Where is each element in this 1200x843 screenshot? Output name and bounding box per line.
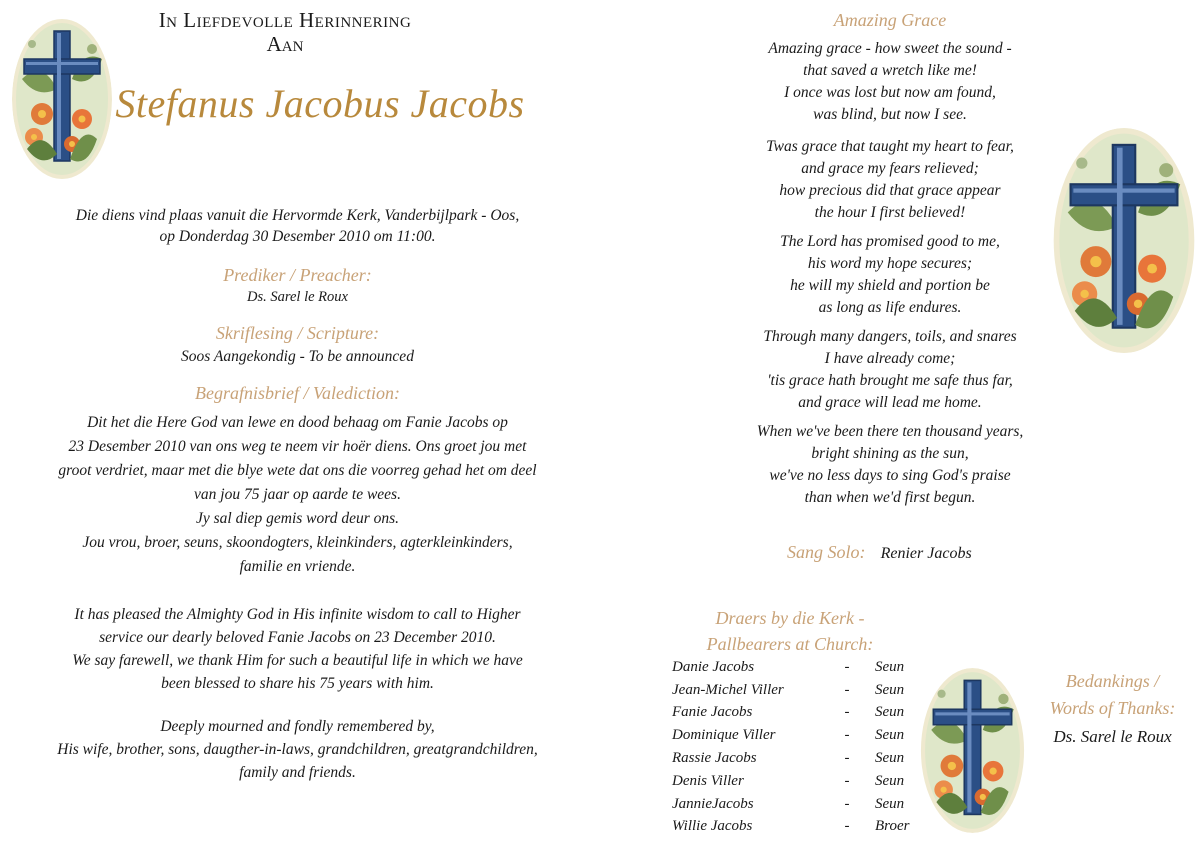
pallbearer-row xyxy=(672,793,909,816)
valediction-english xyxy=(20,603,575,695)
pallbearer-relation: Seun xyxy=(875,750,905,767)
scripture-value: Soos Aangekondig - To be announced xyxy=(181,348,414,365)
pallbearer-dash: - xyxy=(844,727,850,744)
valediction-afrikaans xyxy=(20,411,575,579)
pallbearer-row xyxy=(672,702,909,725)
hymn-line: 'tis grace hath brought me safe thus far, xyxy=(767,372,1013,389)
hymn-line: we've no less days to sing God's praise xyxy=(769,467,1011,484)
pallbearer-row xyxy=(672,770,909,793)
hymn-line: and grace will lead me home. xyxy=(798,394,982,411)
pallbearer-relation: Seun xyxy=(875,658,905,675)
pallbearers-table xyxy=(672,656,909,838)
memorial-heading: In Liefdevolle Herinnering xyxy=(158,8,412,32)
hymn-line: how precious did that grace appear xyxy=(779,182,1001,199)
hymn-line: When we've been there ten thousand years, xyxy=(756,423,1024,440)
thanks-heading-line: Words of Thanks: xyxy=(1049,698,1176,718)
pallbearer-row xyxy=(672,816,909,839)
pallbearers-heading-line: Draers by die Kerk - xyxy=(715,608,865,628)
pallbearer-row xyxy=(672,656,909,679)
valediction-line: 23 Desember 2010 van ons weg te neem vir hoër diens. Ons groet jou met xyxy=(68,438,527,455)
valediction-closing xyxy=(20,715,575,784)
pallbearer-dash: - xyxy=(844,750,850,767)
hymn-line: than when we'd first begun. xyxy=(804,489,976,506)
cross-flowers-icon xyxy=(915,668,1030,833)
hymn-line: I have already come; xyxy=(824,350,956,367)
scripture-heading: Skriflesing / Scripture: xyxy=(215,323,380,343)
hymn-line: was blind, but now I see. xyxy=(813,106,967,123)
cross-flowers-icon xyxy=(1050,128,1198,353)
pallbearer-name: Danie Jacobs xyxy=(672,658,755,675)
pallbearer-dash: - xyxy=(844,681,850,698)
pallbearer-dash: - xyxy=(844,772,850,789)
hymn-title: Amazing Grace xyxy=(833,10,947,30)
hymn-line: that saved a wretch like me! xyxy=(803,62,977,79)
pallbearer-name: Rassie Jacobs xyxy=(672,750,757,767)
pallbearer-dash: - xyxy=(844,704,850,721)
thanks-heading xyxy=(1030,668,1195,722)
hymn-stanza xyxy=(700,326,1080,414)
preacher-name: Ds. Sarel le Roux xyxy=(247,289,348,305)
pallbearer-dash: - xyxy=(844,658,850,675)
pallbearer-dash: - xyxy=(844,795,850,812)
valediction-line: Jou vrou, broer, seuns, skoondogters, kleinkinders, agterkleinkinders, xyxy=(82,534,513,551)
hymn-line: Amazing grace - how sweet the sound - xyxy=(768,40,1012,57)
hymn-line: as long as life endures. xyxy=(818,299,962,316)
hymn-stanza xyxy=(700,38,1080,126)
solo-name: Renier Jacobs xyxy=(880,545,972,562)
solo-line xyxy=(787,542,1047,563)
deceased-name: Stefanus Jacobus Jacobs xyxy=(115,81,525,126)
valediction-line: van jou 75 jaar op aarde te wees. xyxy=(194,486,401,503)
service-line: op Donderdag 30 Desember 2010 om 11:00. xyxy=(159,228,436,245)
hymn-line: Twas grace that taught my heart to fear, xyxy=(766,138,1014,155)
pallbearer-name: Fanie Jacobs xyxy=(672,704,753,721)
thanks-name: Ds. Sarel le Roux xyxy=(1053,727,1172,746)
solo-label: Sang Solo: xyxy=(787,542,866,562)
valediction-line: Dit het die Here God van lewe en dood behaag om Fanie Jacobs op xyxy=(87,414,508,431)
valediction-line: His wife, brother, sons, daugther-in-laws, grandchildren, greatgrandchildren, xyxy=(57,741,538,758)
pallbearers-heading xyxy=(690,605,890,657)
pallbearer-relation: Seun xyxy=(875,727,905,744)
pallbearer-name: JannieJacobs xyxy=(672,795,754,812)
pallbearer-relation: Broer xyxy=(875,818,910,835)
cross-flowers-icon xyxy=(12,18,112,180)
valediction-line: Jy sal diep gemis word deur ons. xyxy=(195,510,400,527)
pallbearer-name: Willie Jacobs xyxy=(672,818,753,835)
hymn-line: the hour I first believed! xyxy=(814,204,966,221)
valediction-line: groot verdriet, maar met die blye wete dat ons die voorreg gehad het om deel xyxy=(58,462,537,479)
valediction-heading: Begrafnisbrief / Valediction: xyxy=(195,383,400,403)
hymn-line: he will my shield and portion be xyxy=(790,277,990,294)
pallbearer-dash: - xyxy=(844,818,850,835)
pallbearer-name: Dominique Viller xyxy=(672,727,776,744)
pallbearer-relation: Seun xyxy=(875,704,905,721)
hymn-stanza xyxy=(700,136,1080,224)
pallbearer-relation: Seun xyxy=(875,795,905,812)
valediction-line: It has pleased the Almighty God in His infinite wisdom to call to Higher xyxy=(74,606,521,623)
hymn-line: and grace my fears relieved; xyxy=(801,160,979,177)
memorial-heading-aan: Aan xyxy=(266,32,304,56)
valediction-line: been blessed to share his 75 years with him. xyxy=(161,675,434,692)
pallbearer-relation: Seun xyxy=(875,681,905,698)
pallbearer-name: Denis Viller xyxy=(672,772,744,789)
hymn-stanza xyxy=(700,421,1080,509)
hymn-line: I once was lost but now am found, xyxy=(784,84,996,101)
valediction-line: service our dearly beloved Fanie Jacobs on 23 December 2010. xyxy=(99,629,496,646)
valediction-line: Deeply mourned and fondly remembered by, xyxy=(160,718,435,735)
valediction-line: family and friends. xyxy=(239,764,356,781)
pallbearer-relation: Seun xyxy=(875,772,905,789)
hymn-line: bright shining as the sun, xyxy=(811,445,969,462)
valediction-line: We say farewell, we thank Him for such a beautiful life in which we have xyxy=(72,652,523,669)
hymn-line: Through many dangers, toils, and snares xyxy=(763,328,1017,345)
pallbearers-heading-line: Pallbearers at Church: xyxy=(706,634,874,654)
pallbearer-name: Jean-Michel Viller xyxy=(672,681,784,698)
service-line: Die diens vind plaas vanuit die Hervormde Kerk, Vanderbijlpark - Oos, xyxy=(75,207,520,224)
pallbearer-row xyxy=(672,724,909,747)
hymn-stanza xyxy=(700,231,1080,319)
hymn-line: The Lord has promised good to me, xyxy=(780,233,1000,250)
hymn-line: his word my hope secures; xyxy=(807,255,973,272)
pallbearer-row xyxy=(672,679,909,702)
thanks-heading-line: Bedankings / xyxy=(1065,671,1160,691)
service-details xyxy=(20,205,575,247)
valediction-line: familie en vriende. xyxy=(239,558,356,575)
preacher-heading: Prediker / Preacher: xyxy=(223,265,372,285)
pallbearer-row xyxy=(672,747,909,770)
